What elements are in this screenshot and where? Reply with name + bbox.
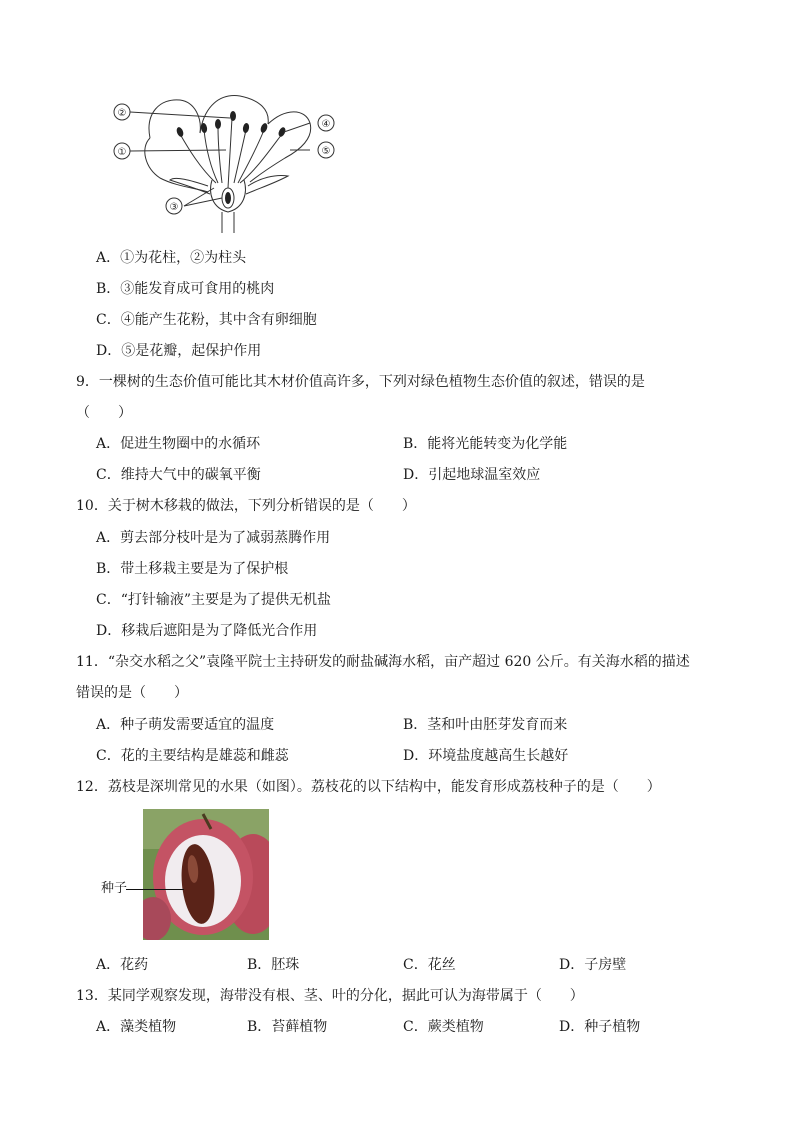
- q12-option-d: D．子房壁: [559, 957, 627, 973]
- q13-stem: 13．某同学观察发现，海带没有根、茎、叶的分化，据此可认为海带属于（ ）: [76, 988, 584, 1004]
- q10-option-d: D．移栽后遮阳是为了降低光合作用: [96, 623, 318, 639]
- q9-option-a: A．促进生物圈中的水循环: [96, 436, 261, 452]
- q8-option-d: D．⑤是花瓣，起保护作用: [96, 343, 262, 359]
- q12-option-a: A．花药: [96, 957, 149, 973]
- q11-option-b: B．茎和叶由胚芽发育而来: [403, 717, 568, 733]
- q11-option-a: A．种子萌发需要适宜的温度: [96, 717, 275, 733]
- label-4: ④: [321, 119, 331, 130]
- q13-option-c: C．蕨类植物: [403, 1019, 484, 1035]
- seed-leader-line: [126, 888, 186, 892]
- q9-option-c: C．维持大气中的碳氧平衡: [96, 467, 261, 483]
- q9-paren: （ ）: [76, 405, 132, 421]
- q8-option-b: B．③能发育成可食用的桃肉: [96, 281, 275, 297]
- q12-stem: 12．荔枝是深圳常见的水果（如图）。荔枝花的以下结构中，能发育形成荔枝种子的是（ ）: [76, 779, 661, 795]
- q13-option-d: D．种子植物: [559, 1019, 641, 1035]
- q13-option-b: B．苔藓植物: [247, 1019, 328, 1035]
- label-1: ①: [117, 147, 127, 158]
- q12-option-b: B．胚珠: [247, 957, 300, 973]
- label-2: ②: [117, 108, 127, 119]
- q9-stem: 9．一棵树的生态价值可能比其木材价值高许多，下列对绿色植物生态价值的叙述，错误的是: [76, 374, 645, 390]
- q10-option-c: C．“打针输液”主要是为了提供无机盐: [96, 592, 332, 608]
- seed-label: 种子: [101, 881, 128, 896]
- q12-option-c: C．花丝: [403, 957, 456, 973]
- q8-option-c: C．④能产生花粉，其中含有卵细胞: [96, 312, 317, 328]
- q9-option-b: B．能将光能转变为化学能: [403, 436, 568, 452]
- q13-option-a: A．藻类植物: [96, 1019, 177, 1035]
- label-3: ③: [169, 202, 179, 213]
- q10-option-b: B．带土移栽主要是为了保护根: [96, 561, 289, 577]
- q10-option-a: A．剪去部分枝叶是为了减弱蒸腾作用: [96, 530, 331, 546]
- q8-option-a: A．①为花柱，②为柱头: [96, 250, 247, 266]
- q9-option-d: D．引起地球温室效应: [403, 467, 541, 483]
- q10-stem: 10．关于树木移栽的做法，下列分析错误的是（ ）: [76, 498, 416, 514]
- q11-stem: 11．“杂交水稻之父”袁隆平院士主持研发的耐盐碱海水稻，亩产超过 620 公斤。有关海水稻的描述: [76, 654, 690, 670]
- label-5: ⑤: [321, 146, 331, 157]
- q11-option-d: D．环境盐度越高生长越好: [403, 748, 569, 764]
- q11-stem-cont: 错误的是（ ）: [76, 685, 188, 701]
- flower-diagram: [100, 88, 350, 238]
- lychee-photo: [143, 809, 269, 940]
- q11-option-c: C．花的主要结构是雄蕊和雌蕊: [96, 748, 289, 764]
